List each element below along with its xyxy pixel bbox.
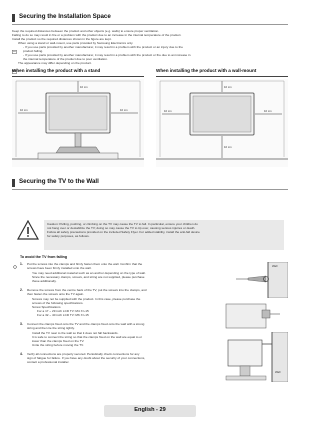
page-footer: [104, 405, 196, 417]
step2-note-3: Screw Specifications: [32, 305, 61, 309]
wall-label: Wall: [272, 264, 278, 268]
caution-box: [44, 220, 284, 250]
step-number: 3.: [20, 322, 23, 326]
tv-clamp-illustration: [218, 300, 288, 330]
section-divider: [12, 189, 288, 190]
note-icon: [12, 41, 17, 59]
step1-note-2: Since the necessary clamps, screws, and string are not supplied, please purchase: [32, 275, 145, 279]
step3-note-3: lower than the clamps fixed on the TV.: [32, 339, 85, 343]
avoid-title: To avoid the TV from falling: [20, 255, 68, 259]
step2-note-4: For a 17 ~ 29 inch LCD TV: M4 X L15: [37, 309, 89, 313]
note-line-4: - If you use parts provided by another manufacturer, it may result in a problem with the product or fire due to an increase in: [23, 53, 191, 57]
step-number: 4.: [20, 352, 23, 356]
caution-icon: [17, 220, 39, 240]
dim-wall-top: 10 cm: [224, 85, 232, 89]
tv-string-illustration: [218, 332, 288, 382]
caution-line-1: Caution: Pulling, pushing, or climbing on the TV may cause the TV to fall. In particular, ensure your children do: [47, 222, 198, 226]
step1-note-3: these additionally.: [32, 279, 57, 283]
step3-line-1: Connect the clamps fixed onto the TV and the clamps fixed onto the wall with a strong: [27, 322, 145, 326]
wall-caption: When installing the product with a wall-mount: [156, 68, 257, 73]
step2-line-2: then fasten the screws onto the TV again.: [27, 292, 85, 296]
step4-line-1: Verify all connections are properly secured. Periodically check connections for any: [27, 352, 140, 356]
step1-note-1: You may need additional material such as an anchor depending on the type of wall.: [32, 271, 146, 275]
caution-line-4: for safety purposes, as follows.: [47, 234, 90, 238]
stand-caption-rule: [12, 76, 144, 77]
step2-note-1: Screws may not be supplied with the product. In this case, please purchase the: [32, 297, 141, 301]
stand-caption: When installing the product with a stand: [12, 68, 101, 73]
step3-line-2: string and then tie the string tightly.: [27, 326, 75, 330]
dim-wall-left: 10 cm: [164, 109, 172, 113]
section-marker: [12, 14, 15, 22]
dim-wall-bottom: 10 cm: [224, 145, 232, 149]
note-line-1: When using a stand or wall-mount, use parts provided by Samsung Electronics only.: [18, 41, 134, 45]
intro-line-1: Keep the required distances between the product and other objects (e.g. walls) to ensure proper ventilation.: [12, 29, 160, 33]
dim-stand-right: 10 cm: [120, 108, 128, 112]
step1-line-1: Put the screws into the clamps and firmly fasten them onto the wall. Confirm that the: [27, 262, 143, 266]
step-number: 2.: [20, 288, 23, 292]
step3-note-4: Untie the string before moving the TV.: [32, 343, 84, 347]
step3-note-2: It is safe to connect the string so that the clamps fixed on the wall are equal to or: [32, 335, 143, 339]
stand-diagram: [12, 79, 144, 167]
wall-caption-rule: [156, 76, 288, 77]
step-number: 1.: [20, 262, 23, 266]
intro-line-3: Install the product so the required distances shown in the figure are kept.: [12, 37, 112, 41]
dim-wall-right: 10 cm: [264, 109, 272, 113]
section-divider: [12, 24, 288, 25]
section-title: Securing the TV to the Wall: [19, 178, 99, 185]
caution-line-2: not hang over or destabilize the TV; doing so may cause the TV to tip over, causing serious injuries or death.: [47, 226, 196, 230]
bullet-icon: [13, 256, 17, 274]
section-marker: [12, 179, 15, 187]
step4-line-3: contact a professional installer.: [27, 360, 70, 364]
dim-stand-left: 10 cm: [20, 108, 28, 112]
note-line-5: the internal temperature of the product due to poor ventilation.: [23, 57, 108, 61]
step4-line-2: sign of fatigue for failure. If you have any doubt about the security of your connections,: [27, 356, 146, 360]
note-line-3: product falling.: [23, 49, 44, 53]
step2-note-2: screws of the following specifications.: [32, 301, 84, 305]
intro-line-2: Failing to do so may result in fire or a problem with the product due to an increase in the internal temperature of the product.: [12, 33, 182, 37]
step1-line-2: screws have been firmly installed onto the wall.: [27, 266, 92, 270]
page-number: English - 29: [134, 407, 166, 413]
section-header-installation-space: [12, 14, 288, 22]
wall-label-2: Wall: [275, 370, 281, 374]
step2-note-5: For a 32 ~ 40 inch LCD TV: M6 X L15: [37, 313, 89, 317]
wall-clamp-illustration: [218, 262, 288, 298]
note-line-6: The appearance may differ depending on the product.: [18, 61, 92, 65]
note-line-2: - If you use parts provided by another manufacturer, it may result in a problem with the product or an injury due to the: [23, 45, 183, 49]
wall-mount-diagram: [156, 79, 288, 167]
dim-stand-top: 10 cm: [80, 85, 88, 89]
caution-line-3: Follow all safety precautions provided on the included Safety Flyer. For added stability, install the anti-fall device: [47, 230, 200, 234]
step2-line-1: Remove the screws from the centre back of the TV, put the screws into the clamps, and: [27, 288, 147, 292]
section-title: Securing the Installation Space: [19, 13, 111, 20]
section-header-securing-tv: [12, 179, 288, 187]
step3-note-1: Install the TV near to the wall so that it does not fall backwards.: [32, 331, 119, 335]
